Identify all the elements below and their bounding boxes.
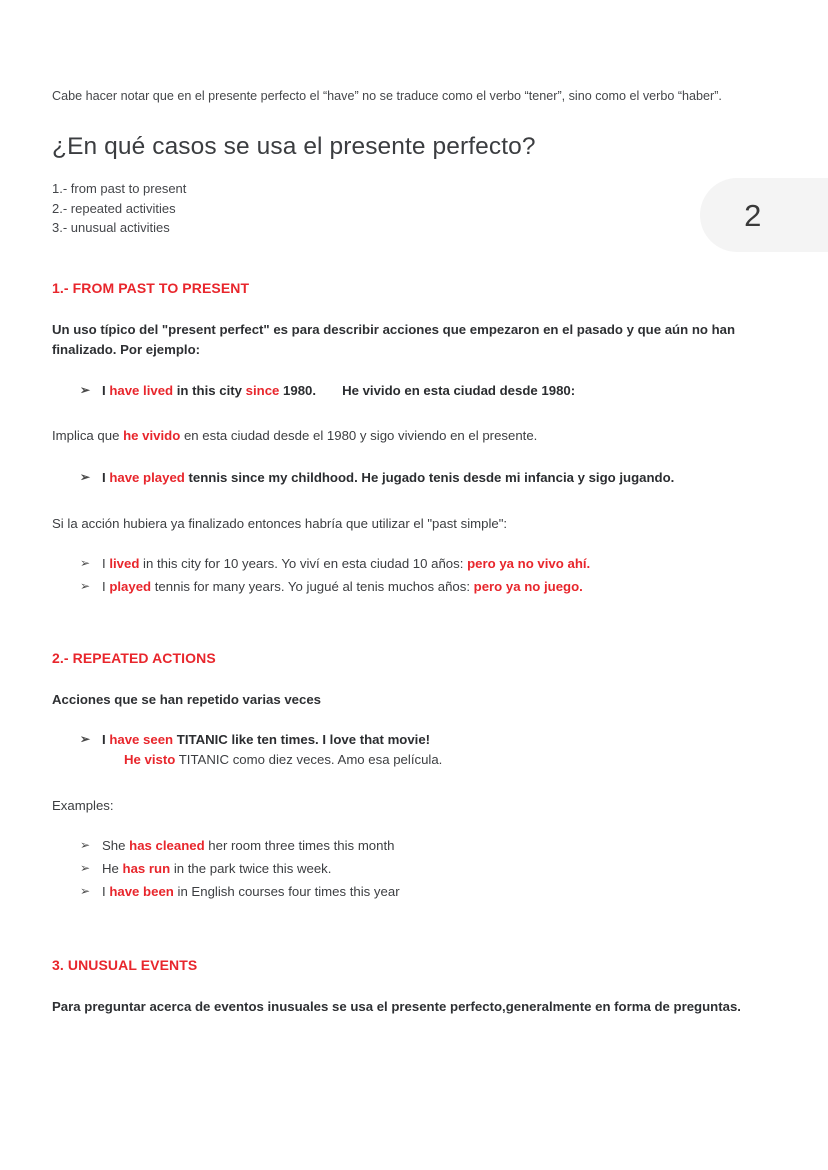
list-item (52, 577, 776, 597)
text-part: en esta ciudad desde el 1980 y sigo viviendo en el presente. (180, 427, 538, 443)
list-item (52, 882, 776, 902)
bullet-text-part: I (102, 578, 110, 594)
list-item (52, 730, 776, 770)
bullet-translation: He vivido en esta ciudad desde 1980: (342, 383, 576, 399)
highlight-pero-ya-no-vivo: pero ya no vivo ahí. (467, 555, 591, 571)
intro-paragraph: Cabe hacer notar que en el presente perfecto el “have” no se traduce como el verbo “tener”, sino como el verbo “haber”. (52, 89, 722, 103)
list-item: 3.- unusual activities (52, 219, 170, 235)
bullet-text-part: He (102, 860, 123, 876)
bullet-text-part: tennis since my childhood. He jugado tenis desde mi infancia y sigo jugando. (184, 469, 675, 485)
bullet-text-part: I (102, 555, 110, 571)
bullet-arrow-icon: ➢ (80, 732, 91, 747)
list-item (52, 554, 776, 574)
bullet-text-part: in English courses four times this year (173, 883, 400, 899)
highlight-he-vivido: he vivido (123, 427, 181, 443)
bullet-text-part: I (102, 383, 110, 399)
highlight-have-lived: have lived (109, 383, 174, 399)
bullet-list-examples (52, 836, 776, 901)
bullet-arrow-icon: ➢ (80, 860, 91, 875)
bullet-text-part: I (102, 469, 110, 485)
bullet-arrow-icon: ➢ (80, 883, 91, 898)
bullet-list-lived (52, 381, 776, 401)
bullet-arrow-icon: ➢ (80, 578, 91, 593)
bullet-list-past-simple (52, 554, 776, 597)
bullet-text-part: I (102, 732, 110, 748)
bullet-text-part: in this city for 10 years. Yo viví en esta ciudad 10 años: (139, 555, 468, 571)
list-item (52, 859, 776, 879)
highlight-have-played: have played (109, 469, 185, 485)
bullet-arrow-icon: ➢ (80, 838, 91, 853)
page-number: 2 (744, 197, 762, 233)
list-item: 2.- repeated activities (52, 200, 176, 216)
highlight-he-visto: He visto (124, 752, 176, 768)
section-heading-1: 1.- FROM PAST TO PRESENT (52, 279, 250, 296)
implica-paragraph (52, 426, 776, 446)
highlight-played: played (109, 578, 152, 594)
bullet-text-part: in the park twice this week. (170, 860, 332, 876)
text-part: Implica que (52, 427, 124, 443)
bullet-translation-line (102, 750, 776, 770)
section-heading-3: 3. UNUSUAL EVENTS (52, 956, 198, 973)
bullet-text-part: TITANIC like ten times. I love that movie! (173, 732, 431, 748)
highlight-since: since (245, 383, 280, 399)
list-item (52, 836, 776, 856)
bullet-arrow-icon: ➢ (80, 383, 91, 398)
document-content (52, 88, 776, 1017)
highlight-has-cleaned: has cleaned (129, 838, 205, 854)
highlight-pero-ya-no-juego: pero ya no juego. (473, 578, 583, 594)
section-1-paragraph: Un uso típico del "present perfect" es para describir acciones que empezaron en el pasado y que aún no han finalizado. Por ejemplo: (52, 321, 736, 358)
bullet-text-part: in this city (173, 383, 246, 399)
bullet-list-played (52, 468, 776, 488)
bullet-arrow-icon: ➢ (80, 469, 91, 484)
bullet-text-part: tennis for many years. Yo jugué al tenis muchos años: (151, 578, 474, 594)
overview-list (52, 179, 776, 237)
bullet-list-titanic (52, 730, 776, 770)
list-item (52, 381, 776, 401)
si-accion-paragraph: Si la acción hubiera ya finalizado entonces habría que utilizar el "past simple": (52, 515, 508, 531)
highlight-has-run: has run (122, 860, 171, 876)
bullet-text-part: She (102, 838, 130, 854)
bullet-arrow-icon: ➢ (80, 555, 91, 570)
highlight-have-been: have been (109, 883, 174, 899)
page-title: ¿En qué casos se usa el presente perfecto? (52, 132, 536, 160)
bullet-text-part: 1980. (279, 383, 317, 399)
section-heading-2: 2.- REPEATED ACTIONS (52, 650, 216, 667)
examples-label: Examples: (52, 798, 114, 814)
highlight-lived: lived (109, 555, 140, 571)
section-2-paragraph: Acciones que se han repetido varias veces (52, 692, 322, 708)
section-3-paragraph: Para preguntar acerca de eventos inusuales se usa el presente perfecto,generalmente en forma de preguntas. (52, 998, 741, 1014)
bullet-text-part: I (102, 883, 110, 899)
bullet-text-part: her room three times this month (204, 838, 395, 854)
text-part: TITANIC como diez veces. Amo esa película. (175, 752, 443, 768)
highlight-have-seen: have seen (109, 732, 174, 748)
list-item (52, 468, 776, 488)
list-item: 1.- from past to present (52, 181, 187, 197)
